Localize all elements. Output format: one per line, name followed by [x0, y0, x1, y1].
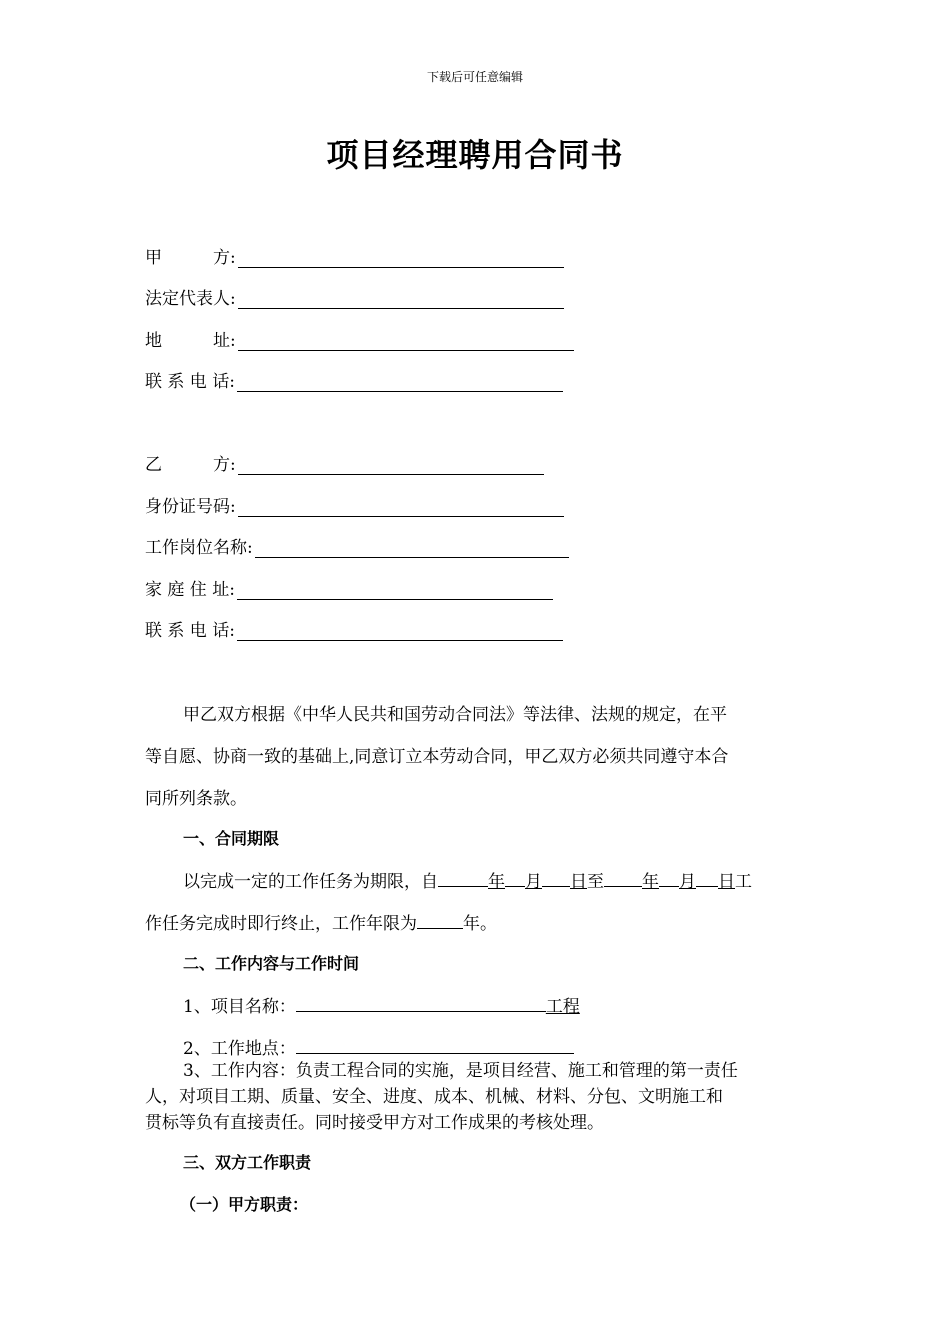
end-month-blank[interactable] — [659, 868, 679, 887]
work-location-label: 2、工作地点： — [183, 1039, 296, 1059]
to-text: 至 — [587, 872, 604, 892]
party-b-home-label: 家 庭 住 址: — [145, 580, 235, 600]
section-1-heading: 一、合同期限 — [183, 829, 280, 848]
end-year-blank[interactable] — [604, 868, 642, 887]
party-b-phone-label: 联 系 电 话: — [145, 621, 235, 641]
party-b-id-blank[interactable] — [238, 496, 564, 517]
section-3-heading: 三、双方工作职责 — [183, 1153, 312, 1172]
party-b-position-blank[interactable] — [255, 537, 569, 558]
party-a-name-label: 甲 方: — [145, 248, 236, 268]
party-a-duties-heading: （一）甲方职责： — [180, 1195, 309, 1214]
work-content-line-1: 3、工作内容：负责工程合同的实施，是项目经营、施工和管理的第一责任 — [183, 1061, 738, 1081]
intro-line-3: 同所列条款。 — [145, 789, 247, 809]
party-a-address-label: 地 址: — [145, 331, 236, 351]
party-b-phone-blank[interactable] — [237, 620, 563, 641]
end-month-label: 月 — [679, 872, 696, 892]
party-a-name-field — [145, 244, 564, 268]
party-b-position-label: 工作岗位名称: — [145, 538, 253, 558]
start-year-blank[interactable] — [438, 868, 488, 887]
party-b-name-label: 乙 方: — [145, 455, 236, 475]
party-b-home-blank[interactable] — [237, 579, 553, 600]
project-name-suffix: 工程 — [545, 997, 580, 1017]
party-b-home-field — [145, 576, 553, 600]
start-month-label: 月 — [525, 872, 542, 892]
section-2-heading: 二、工作内容与工作时间 — [183, 954, 360, 973]
header-note: 下载后可任意编辑 — [426, 70, 523, 84]
party-b-phone-field — [145, 617, 563, 641]
party-a-rep-blank[interactable] — [238, 288, 564, 309]
section-1-term-line-2 — [145, 909, 497, 934]
party-a-rep-label: 法定代表人: — [145, 289, 236, 309]
start-day-blank[interactable] — [542, 868, 570, 887]
start-month-blank[interactable] — [505, 868, 525, 887]
end-day-label: 日 — [718, 872, 735, 892]
party-a-rep-field — [145, 285, 564, 309]
intro-line-2: 等自愿、协商一致的基础上,同意订立本劳动合同，甲乙双方必须共同遵守本合 — [145, 747, 729, 767]
work-content-line-3: 贯标等负有直接责任。同时接受甲方对工作成果的考核处理。 — [145, 1113, 604, 1133]
party-b-name-field — [145, 451, 544, 475]
years-blank[interactable] — [417, 910, 463, 929]
start-year-label: 年 — [488, 872, 505, 892]
party-a-phone-field — [145, 368, 563, 392]
work-location-blank[interactable] — [296, 1035, 574, 1054]
section-1-term-line — [183, 867, 752, 892]
term-tail: 工 — [735, 872, 752, 892]
term-line-2-tail: 年。 — [463, 914, 497, 934]
party-b-name-blank[interactable] — [238, 454, 544, 475]
party-a-address-field — [145, 327, 574, 351]
work-content-line-2: 人，对项目工期、质量、安全、进度、成本、机械、材料、分包、文明施工和 — [145, 1087, 723, 1107]
document-title: 项目经理聘用合同书 — [326, 136, 624, 174]
start-day-label: 日 — [570, 872, 587, 892]
party-a-phone-label: 联 系 电 话: — [145, 372, 235, 392]
end-year-label: 年 — [642, 872, 659, 892]
party-b-position-field — [145, 534, 569, 558]
party-a-phone-blank[interactable] — [237, 371, 563, 392]
term-line-2-text: 作任务完成时即行终止，工作年限为 — [145, 914, 417, 934]
party-b-id-label: 身份证号码: — [145, 497, 236, 517]
party-b-id-field — [145, 493, 564, 517]
term-text: 以完成一定的工作任务为期限，自 — [183, 872, 438, 892]
project-name-line — [183, 992, 580, 1017]
end-day-blank[interactable] — [696, 868, 718, 887]
party-a-address-blank[interactable] — [238, 330, 574, 351]
project-name-blank[interactable] — [296, 993, 546, 1012]
project-name-label: 1、项目名称： — [183, 997, 296, 1017]
intro-line-1: 甲乙双方根据《中华人民共和国劳动合同法》等法律、法规的规定，在平 — [183, 705, 727, 725]
party-a-name-blank[interactable] — [238, 247, 564, 268]
